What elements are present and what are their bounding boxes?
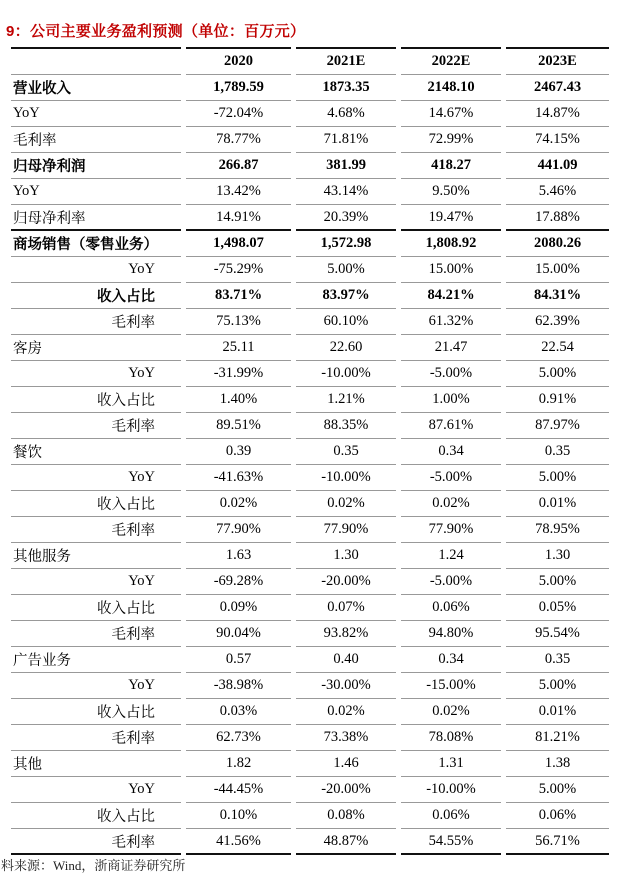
cell-value: 1,572.98 [296, 231, 396, 257]
cell-value: 77.90% [401, 517, 501, 543]
table-row [11, 257, 609, 283]
row-label: 收入占比 [11, 387, 181, 413]
cell-value: 0.01% [506, 491, 609, 517]
cell-value: -72.04% [186, 101, 291, 127]
cell-value: 74.15% [506, 127, 609, 153]
cell-value: 83.71% [186, 283, 291, 309]
row-label: 收入占比 [11, 491, 181, 517]
source-note: 料来源：Wind，浙商证券研究所 [1, 858, 186, 873]
row-label: 商场销售（零售业务） [11, 231, 181, 257]
table-row [11, 361, 609, 387]
cell-value: -31.99% [186, 361, 291, 387]
cell-value: 41.56% [186, 829, 291, 855]
cell-value: -10.00% [296, 361, 396, 387]
cell-value: 5.00% [506, 361, 609, 387]
row-label: 收入占比 [11, 283, 181, 309]
row-label: 毛利率 [11, 309, 181, 335]
cell-value: 87.61% [401, 413, 501, 439]
table-row [11, 569, 609, 595]
row-label: 广告业务 [11, 647, 181, 673]
cell-value: 90.04% [186, 621, 291, 647]
cell-value: 2080.26 [506, 231, 609, 257]
row-label: 其他 [11, 751, 181, 777]
row-label: YoY [11, 361, 181, 387]
table-row [11, 543, 609, 569]
cell-value: 9.50% [401, 179, 501, 205]
cell-value: 0.02% [296, 491, 396, 517]
row-label: 营业收入 [11, 75, 181, 101]
corner-cell [11, 47, 181, 75]
table-row [11, 335, 609, 361]
table-row [11, 621, 609, 647]
table-row [11, 75, 609, 101]
cell-value: 83.97% [296, 283, 396, 309]
cell-value: 20.39% [296, 205, 396, 231]
cell-value: 22.60 [296, 335, 396, 361]
row-label: 归母净利率 [11, 205, 181, 231]
cell-value: 381.99 [296, 153, 396, 179]
row-label: YoY [11, 569, 181, 595]
cell-value: -10.00% [296, 465, 396, 491]
cell-value: 78.08% [401, 725, 501, 751]
column-header-2021e: 2021E [296, 47, 396, 75]
cell-value: 0.57 [186, 647, 291, 673]
row-label: YoY [11, 465, 181, 491]
cell-value: 77.90% [296, 517, 396, 543]
cell-value: 1.30 [506, 543, 609, 569]
cell-value: 84.21% [401, 283, 501, 309]
table-row [11, 725, 609, 751]
cell-value: 14.67% [401, 101, 501, 127]
cell-value: 0.06% [401, 803, 501, 829]
cell-value: -38.98% [186, 673, 291, 699]
table-row [11, 309, 609, 335]
row-label: 其他服务 [11, 543, 181, 569]
cell-value: -30.00% [296, 673, 396, 699]
cell-value: 48.87% [296, 829, 396, 855]
cell-value: 0.91% [506, 387, 609, 413]
cell-value: 0.06% [506, 803, 609, 829]
cell-value: 95.54% [506, 621, 609, 647]
cell-value: 14.87% [506, 101, 609, 127]
cell-value: 0.35 [296, 439, 396, 465]
cell-value: -75.29% [186, 257, 291, 283]
cell-value: 73.38% [296, 725, 396, 751]
cell-value: 22.54 [506, 335, 609, 361]
table-row [11, 101, 609, 127]
cell-value: 1,498.07 [186, 231, 291, 257]
table-row [11, 205, 609, 231]
cell-value: 43.14% [296, 179, 396, 205]
cell-value: 0.10% [186, 803, 291, 829]
cell-value: 15.00% [506, 257, 609, 283]
table-row [11, 751, 609, 777]
cell-value: 0.35 [506, 647, 609, 673]
row-label: 毛利率 [11, 517, 181, 543]
cell-value: 5.00% [506, 777, 609, 803]
row-label: 客房 [11, 335, 181, 361]
cell-value: 1,808.92 [401, 231, 501, 257]
cell-value: 0.05% [506, 595, 609, 621]
cell-value: 94.80% [401, 621, 501, 647]
figure-title [6, 22, 614, 42]
cell-value: 19.47% [401, 205, 501, 231]
table-row [11, 127, 609, 153]
cell-value: 5.00% [506, 465, 609, 491]
row-label: 毛利率 [11, 413, 181, 439]
table-row [11, 465, 609, 491]
cell-value: 0.02% [401, 699, 501, 725]
cell-value: 5.00% [506, 569, 609, 595]
table-header-row [11, 47, 609, 75]
cell-value: 4.68% [296, 101, 396, 127]
row-label: 毛利率 [11, 127, 181, 153]
cell-value: 0.39 [186, 439, 291, 465]
table-row [11, 517, 609, 543]
table-row [11, 699, 609, 725]
cell-value: 1.38 [506, 751, 609, 777]
cell-value: 5.00% [506, 673, 609, 699]
cell-value: 0.08% [296, 803, 396, 829]
table-row [11, 439, 609, 465]
row-label: 餐饮 [11, 439, 181, 465]
cell-value: -15.00% [401, 673, 501, 699]
cell-value: 61.32% [401, 309, 501, 335]
cell-value: 77.90% [186, 517, 291, 543]
cell-value: 60.10% [296, 309, 396, 335]
row-label: 归母净利润 [11, 153, 181, 179]
figure-title-text: 公司主要业务盈利预测（单位：百万元） [29, 23, 306, 40]
figure-number: 9： [6, 23, 30, 40]
cell-value: 72.99% [401, 127, 501, 153]
table-row [11, 153, 609, 179]
cell-value: 13.42% [186, 179, 291, 205]
row-label: 毛利率 [11, 621, 181, 647]
cell-value: -5.00% [401, 465, 501, 491]
cell-value: 2148.10 [401, 75, 501, 101]
cell-value: 62.39% [506, 309, 609, 335]
row-label: 收入占比 [11, 699, 181, 725]
cell-value: 0.07% [296, 595, 396, 621]
table-row [11, 777, 609, 803]
row-label: YoY [11, 257, 181, 283]
cell-value: 0.02% [296, 699, 396, 725]
cell-value: -20.00% [296, 569, 396, 595]
cell-value: 418.27 [401, 153, 501, 179]
row-label: 毛利率 [11, 829, 181, 855]
cell-value: 2467.43 [506, 75, 609, 101]
cell-value: 1.24 [401, 543, 501, 569]
cell-value: -44.45% [186, 777, 291, 803]
cell-value: 81.21% [506, 725, 609, 751]
cell-value: 0.09% [186, 595, 291, 621]
table-row [11, 179, 609, 205]
cell-value: 0.34 [401, 439, 501, 465]
column-header-2020: 2020 [186, 47, 291, 75]
cell-value: 0.06% [401, 595, 501, 621]
cell-value: -20.00% [296, 777, 396, 803]
cell-value: 1.21% [296, 387, 396, 413]
cell-value: -5.00% [401, 569, 501, 595]
cell-value: 266.87 [186, 153, 291, 179]
cell-value: 0.34 [401, 647, 501, 673]
cell-value: 0.01% [506, 699, 609, 725]
row-label: YoY [11, 777, 181, 803]
cell-value: 1.63 [186, 543, 291, 569]
cell-value: 0.35 [506, 439, 609, 465]
cell-value: 1.40% [186, 387, 291, 413]
cell-value: 1.82 [186, 751, 291, 777]
cell-value: 56.71% [506, 829, 609, 855]
cell-value: -41.63% [186, 465, 291, 491]
cell-value: 87.97% [506, 413, 609, 439]
table-row [11, 387, 609, 413]
table-row [11, 283, 609, 309]
cell-value: -10.00% [401, 777, 501, 803]
cell-value: 71.81% [296, 127, 396, 153]
cell-value: 1.31 [401, 751, 501, 777]
column-header-2022e: 2022E [401, 47, 501, 75]
cell-value: 0.03% [186, 699, 291, 725]
cell-value: 5.00% [296, 257, 396, 283]
cell-value: 1,789.59 [186, 75, 291, 101]
cell-value: 0.02% [401, 491, 501, 517]
table-row [11, 595, 609, 621]
cell-value: 0.02% [186, 491, 291, 517]
cell-value: 75.13% [186, 309, 291, 335]
table-row [11, 231, 609, 257]
table-row [11, 673, 609, 699]
cell-value: 84.31% [506, 283, 609, 309]
profit-forecast-table [6, 47, 614, 855]
cell-value: 0.40 [296, 647, 396, 673]
row-label: 收入占比 [11, 803, 181, 829]
cell-value: 1.00% [401, 387, 501, 413]
table-row [11, 491, 609, 517]
table-row [11, 803, 609, 829]
table-row [11, 413, 609, 439]
cell-value: 54.55% [401, 829, 501, 855]
cell-value: 5.46% [506, 179, 609, 205]
row-label: YoY [11, 101, 181, 127]
cell-value: 21.47 [401, 335, 501, 361]
cell-value: 14.91% [186, 205, 291, 231]
cell-value: 1.30 [296, 543, 396, 569]
cell-value: 17.88% [506, 205, 609, 231]
cell-value: 89.51% [186, 413, 291, 439]
row-label: YoY [11, 673, 181, 699]
cell-value: 1873.35 [296, 75, 396, 101]
table-row [11, 647, 609, 673]
cell-value: 88.35% [296, 413, 396, 439]
cell-value: 62.73% [186, 725, 291, 751]
row-label: YoY [11, 179, 181, 205]
cell-value: 93.82% [296, 621, 396, 647]
row-label: 毛利率 [11, 725, 181, 751]
cell-value: 78.95% [506, 517, 609, 543]
row-label: 收入占比 [11, 595, 181, 621]
cell-value: 441.09 [506, 153, 609, 179]
cell-value: -69.28% [186, 569, 291, 595]
column-header-2023e: 2023E [506, 47, 609, 75]
cell-value: 78.77% [186, 127, 291, 153]
cell-value: 1.46 [296, 751, 396, 777]
table-body [11, 75, 609, 855]
cell-value: -5.00% [401, 361, 501, 387]
cell-value: 25.11 [186, 335, 291, 361]
table-row [11, 829, 609, 855]
cell-value: 15.00% [401, 257, 501, 283]
